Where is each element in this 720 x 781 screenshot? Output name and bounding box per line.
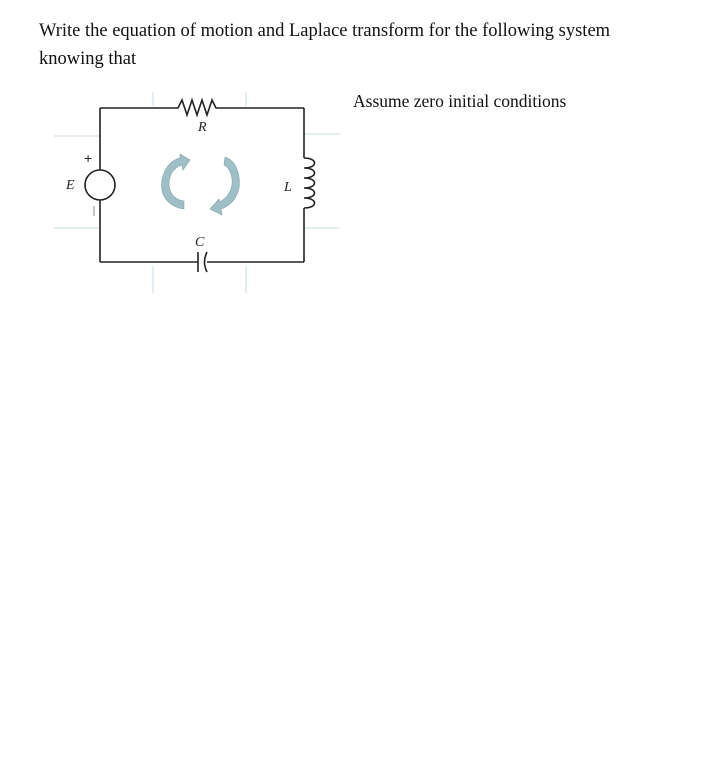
resistor-label: R [198,120,207,135]
current-loop-arrows [162,154,240,215]
inductor-symbol [304,158,315,208]
source-plus-sign: + [84,150,93,166]
voltage-source-symbol [85,170,115,200]
capacitor-label: C [195,235,205,250]
capacitor-symbol [198,252,207,272]
inductor-label: L [284,180,292,195]
assumption-text: Assume zero initial conditions [353,91,567,111]
question-text: Write the equation of motion and Laplace transform for the following system knowing that [39,21,611,69]
rlc-circuit-diagram [50,88,350,298]
source-label: E [66,178,75,193]
